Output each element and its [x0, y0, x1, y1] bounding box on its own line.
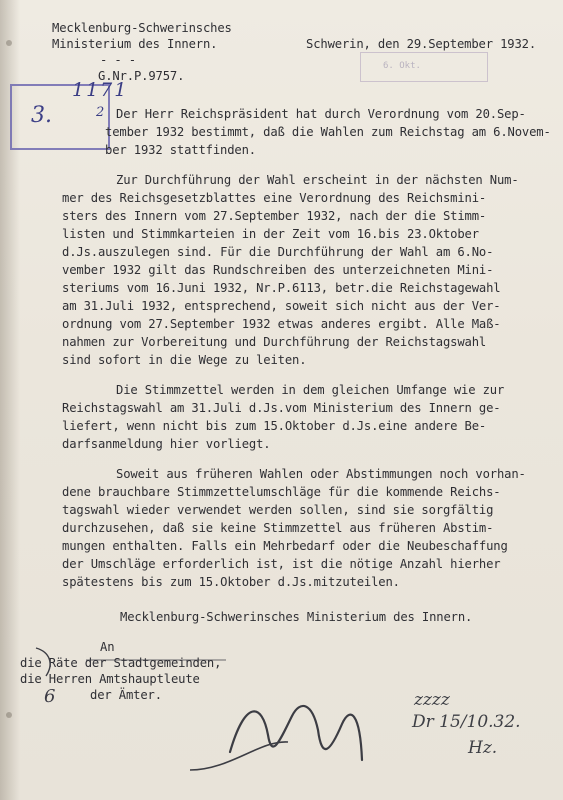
punch-hole	[6, 40, 12, 46]
body-line: d.Js.auszulegen sind. Für die Durchführung der Wahl am 6.No-	[62, 245, 494, 259]
body-line: nahmen zur Vorbereitung und Durchführung der Reichstagswahl	[62, 335, 487, 349]
body-line: darfsanmeldung hier vorliegt.	[62, 437, 271, 451]
place-date: Schwerin, den 29.September 1932.	[306, 37, 536, 51]
body-line: Der Herr Reichspräsident hat durch Verordnung vom 20.Sep-	[116, 107, 526, 121]
body-line: steriums vom 16.Juni 1932, Nr.P.6113, betr.die Reichstagewahl	[62, 281, 501, 295]
body-line: sters des Innern vom 27.September 1932, nach der die Stimm-	[62, 209, 487, 223]
handwritten-reference-number: 1171	[72, 79, 129, 101]
handwritten-mark-left: 6	[44, 686, 56, 707]
body-line: am 31.Juli 1932, entsprechend, soweit sich nicht aus der Ver-	[62, 299, 501, 313]
receipt-stamp	[360, 52, 488, 82]
body-line: ordnung vom 27.September 1932 etwas anderes ergibt. Alle Maß-	[62, 317, 501, 331]
ministry-name-line1: Mecklenburg-Schwerinsches	[52, 21, 232, 35]
receipt-stamp-text: 6. Okt.	[383, 61, 421, 71]
body-line: tember 1932 bestimmt, daß die Wahlen zum Reichstag am 6.Novem-	[105, 125, 551, 139]
registry-box-number: 3.	[31, 103, 52, 128]
addressee-line3: die Herren Amtshauptleute	[20, 672, 200, 686]
handwritten-reference-sub: 2	[96, 105, 105, 120]
handwritten-note-line3: Hz.	[468, 738, 498, 758]
ministry-name-line2: Ministerium des Innern.	[52, 37, 218, 51]
addressee-line2: die Räte der Stadtgemeinden,	[20, 656, 222, 670]
body-line: mer des Reichsgesetzblattes eine Verordnung des Reichsmini-	[62, 191, 487, 205]
body-line: liefert, wenn nicht bis zum 15.Oktober d.Js.eine andere Be-	[62, 419, 487, 433]
body-line: Zur Durchführung der Wahl erscheint in der nächsten Num-	[116, 173, 519, 187]
body-line: ber 1932 stattfinden.	[105, 143, 256, 157]
body-line: spätestens bis zum 15.Oktober d.Js.mitzuteilen.	[62, 575, 400, 589]
body-line: Soweit aus früheren Wahlen oder Abstimmungen noch vorhan-	[116, 467, 526, 481]
body-line: mungen enthalten. Falls ein Mehrbedarf oder die Neubeschaffung	[62, 539, 508, 553]
body-line: tagswahl wieder verwendet werden sollen, sind sie sorgfältig	[62, 503, 494, 517]
body-line: dene brauchbare Stimmzettelumschläge für die kommende Reichs-	[62, 485, 501, 499]
body-line: listen und Stimmkarteien in der Zeit vom 16.bis 23.Oktober	[62, 227, 479, 241]
addressee-an: An	[100, 640, 115, 654]
body-line: vember 1932 gilt das Rundschreiben des unterzeichneten Mini-	[62, 263, 494, 277]
punch-hole	[6, 712, 12, 718]
file-number: G.Nr.P.9757.	[98, 69, 185, 83]
body-line: durchzusehen, daß sie keine Stimmzettel aus früheren Abstim-	[62, 521, 494, 535]
addressee-line4: der Ämter.	[90, 688, 162, 702]
handwritten-note-line1: zzzz	[414, 690, 450, 710]
signature-block: Mecklenburg-Schwerinsches Ministerium des Innern.	[120, 610, 473, 624]
handwritten-note-line2: Dr 15/10.32.	[412, 712, 521, 732]
body-line: sind sofort in die Wege zu leiten.	[62, 353, 307, 367]
body-line: Die Stimmzettel werden in dem gleichen Umfange wie zur	[116, 383, 505, 397]
separator-dashes: - - -	[100, 53, 136, 67]
body-line: der Umschläge erforderlich ist, ist die nötige Anzahl hierher	[62, 557, 501, 571]
body-line: Reichstagswahl am 31.Juli d.Js.vom Ministerium des Innern ge-	[62, 401, 501, 415]
